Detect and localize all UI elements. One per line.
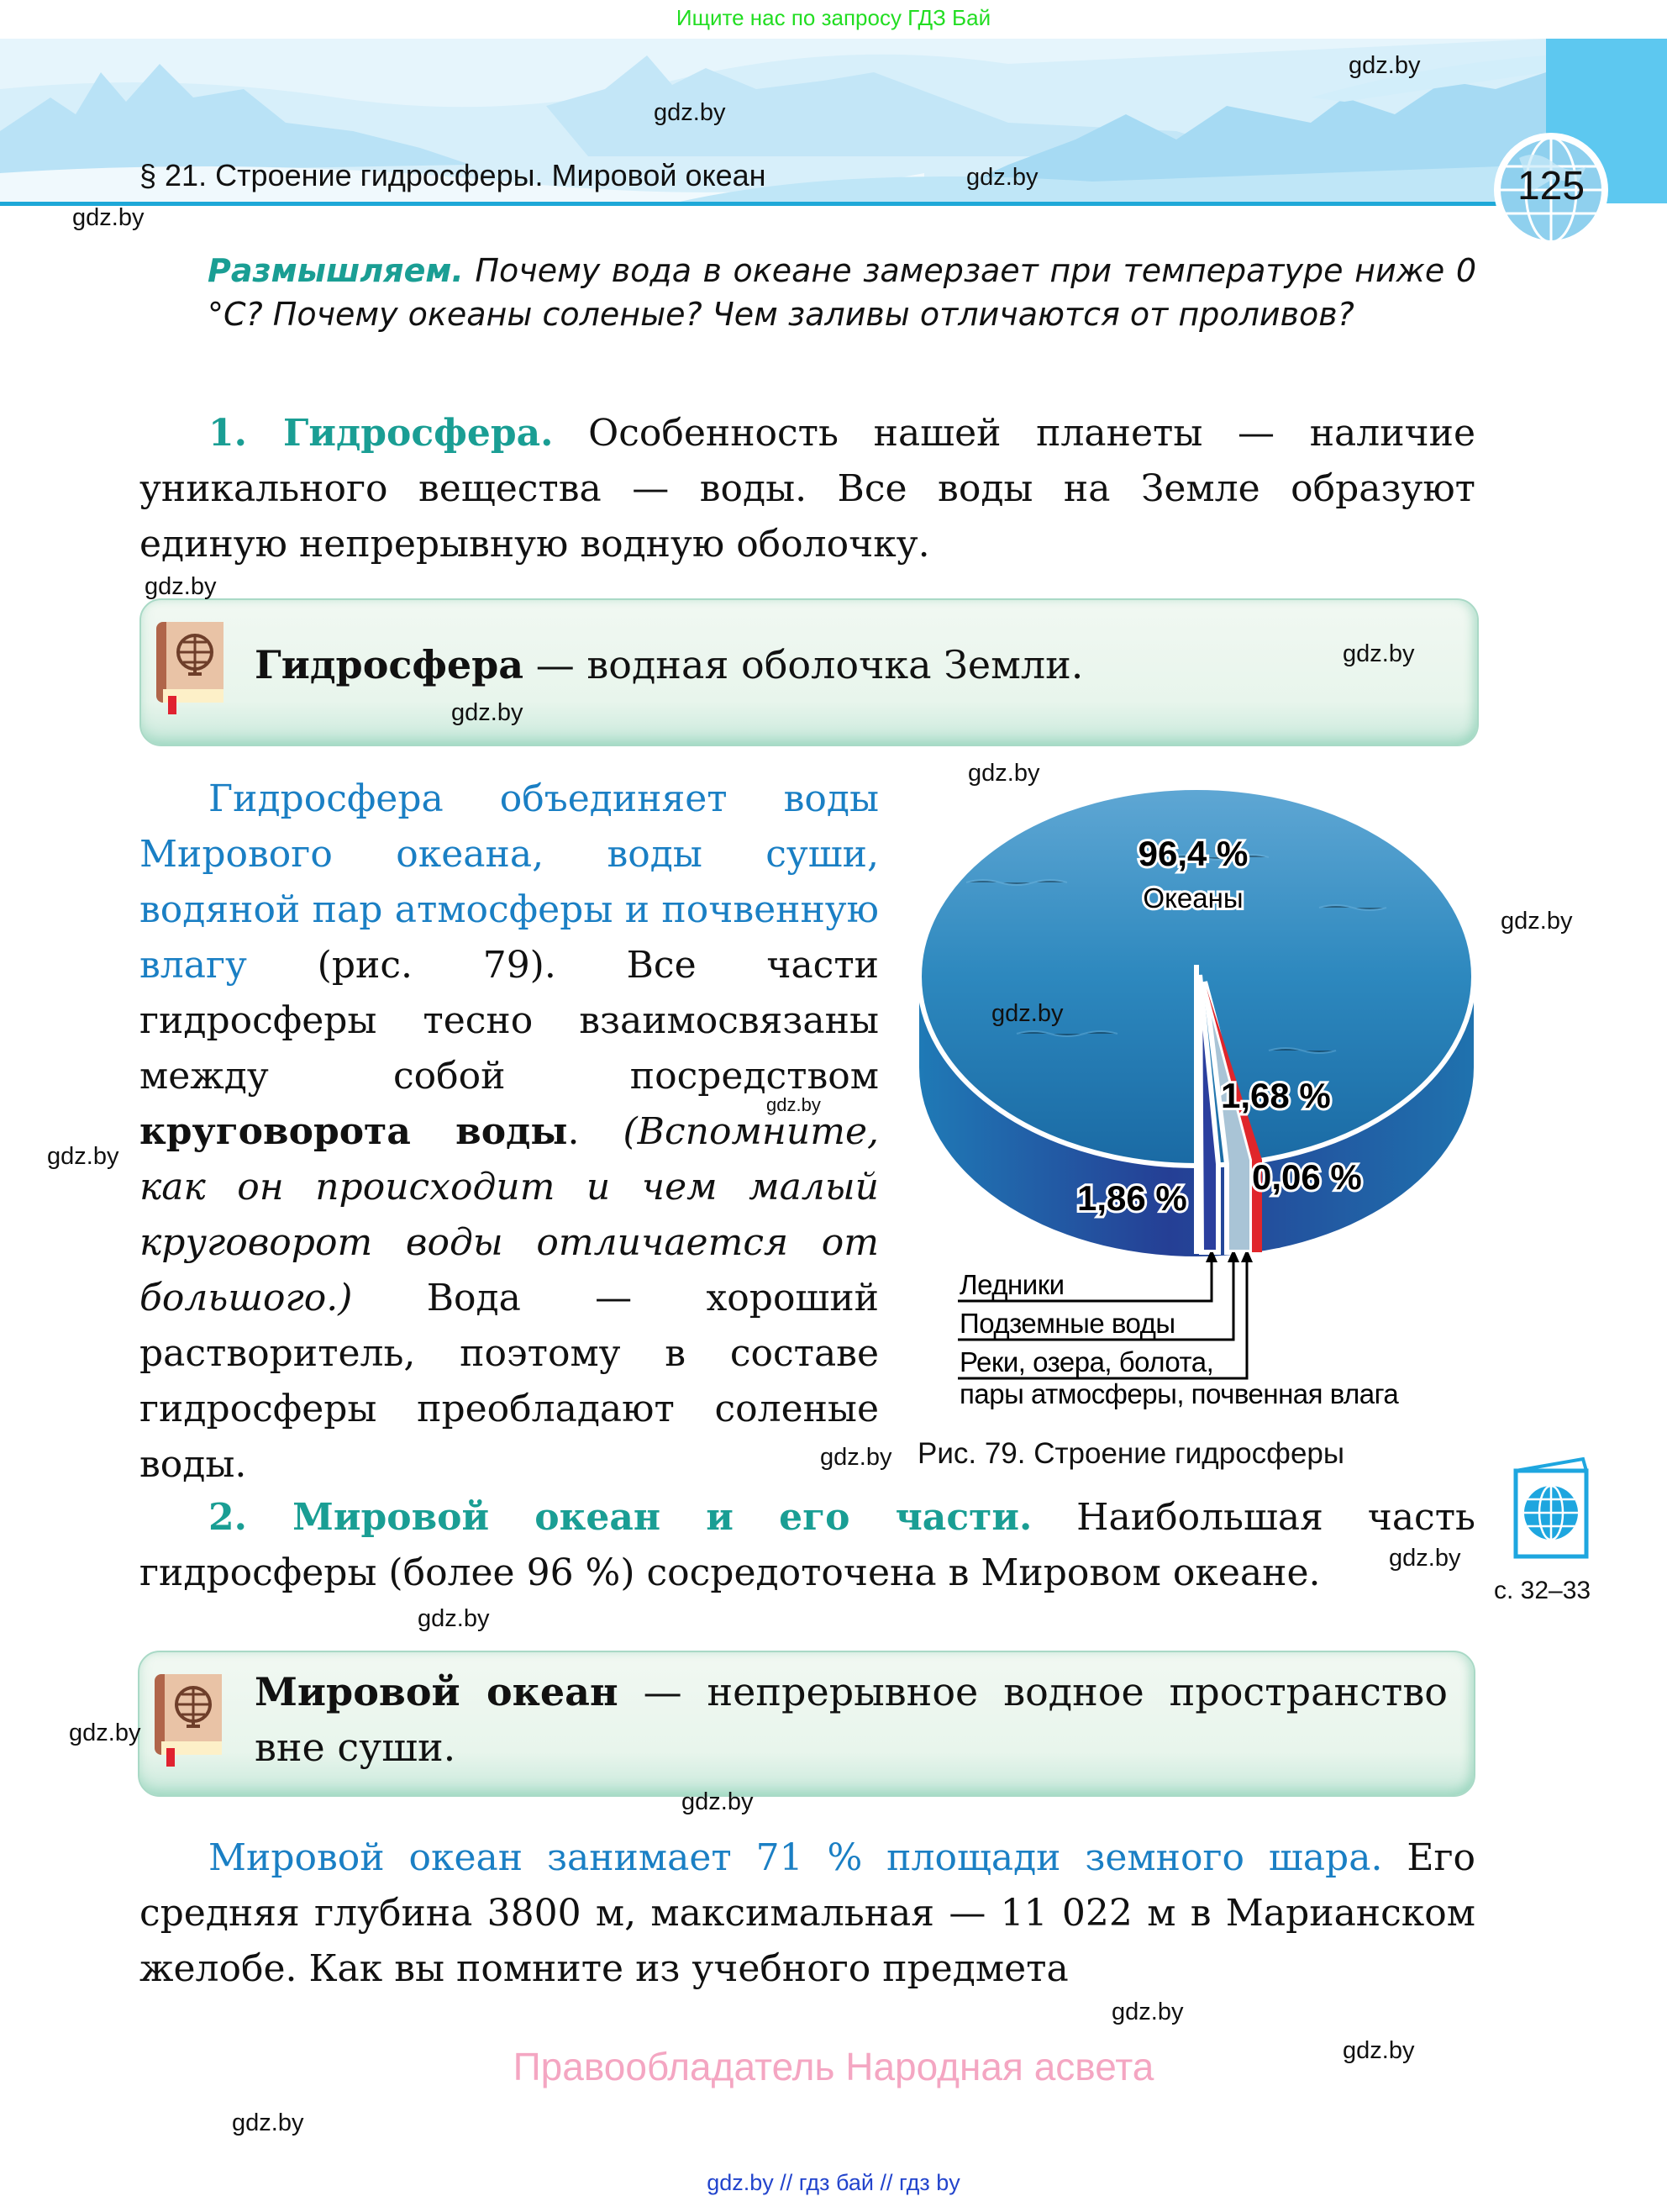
reflection-lead: Размышляем.: [208, 252, 464, 289]
watermark: gdz.by: [968, 760, 1040, 787]
section-1-paragraph: [139, 406, 1475, 572]
watermark: gdz.by: [69, 1720, 141, 1746]
definition-1-text: Гидросфера — водная оболочка Земли.: [255, 642, 1084, 687]
watermark: gdz.by: [1389, 1545, 1461, 1572]
watermark: gdz.by: [1349, 52, 1421, 79]
section-title: § 21. Строение гидросферы. Мировой океан: [139, 158, 766, 192]
watermark: gdz.by: [766, 1094, 821, 1115]
copyright-notice: Правообладатель Народная асвета: [513, 2045, 1154, 2088]
legend-rivers: Реки, озера, болота,: [960, 1346, 1214, 1377]
book-globe-icon: [151, 1671, 225, 1770]
watermark: gdz.by: [681, 1788, 754, 1815]
figure-caption: Рис. 79. Строение гидросферы: [918, 1437, 1345, 1470]
reflection-question: [208, 249, 1476, 336]
watermark: gdz.by: [1343, 640, 1415, 667]
figure-79-legend: [958, 1252, 1479, 1409]
section-2-text: Наибольшая часть гидросферы (более 96 %) сосредоточена в Мировом океане.: [139, 1496, 1475, 1594]
watermark: gdz.by: [820, 1444, 892, 1471]
watermark: gdz.by: [145, 573, 217, 600]
paragraph-ocean-stats: Мировой океан занимает 71 % площади земного шара. Его средняя глубина 3800 м, максимальная — 11 022 м в Марианском желобе. Как вы помните из учебного предмета: [139, 1836, 1475, 1990]
footer-links[interactable]: gdz.by // гдз бай // гдз by: [707, 2170, 960, 2195]
top-search-banner[interactable]: Ищите нас по запросу ГДЗ Бай: [676, 5, 991, 30]
legend-rivers-line2: пары атмосферы, почвенная влага: [960, 1378, 1399, 1409]
definition-2-text: Мировой океан — непрерывное водное пространство вне суши.: [255, 1669, 1448, 1770]
watermark: gdz.by: [72, 204, 145, 231]
page-number: 125: [1517, 164, 1585, 208]
legend-groundwater: Подземные воды: [960, 1308, 1175, 1339]
slice-label-oceans: Океаны: [1143, 882, 1244, 914]
section-1-heading: 1. Гидросфера.: [208, 412, 554, 455]
watermark: gdz.by: [966, 164, 1039, 191]
slice-label-groundwater-value: 1,68 %: [1221, 1076, 1331, 1115]
watermark: gdz.by: [418, 1605, 490, 1632]
definition-box-hydrosphere: [139, 598, 1479, 746]
bold-term: круговорота воды: [139, 1110, 568, 1153]
slice-label-rivers-value: 0,06 %: [1252, 1157, 1362, 1197]
watermark: gdz.by: [47, 1143, 119, 1170]
definition-1-term: Гидросфера: [255, 642, 524, 687]
watermark: gdz.by: [1112, 1999, 1184, 2025]
definition-2-term: Мировой океан: [255, 1669, 618, 1714]
highlight-text: Мировой океан занимает 71 % площади земного шара.: [208, 1836, 1383, 1879]
paragraph-hydrosphere-parts: Гидросфера объединяет воды Мирового океана, воды суши, водяной пар атмосферы и почвенную влагу (рис. 79). Все части гидросферы тесно взаимосвязаны между собой посредством круговорота воды. (Вспомните, как он происходит и чем малый круговорот воды отличается от большого.) Вода — хороший растворитель, поэтому в составе гидросферы преобладают соленые воды.: [139, 777, 879, 1486]
watermark: gdz.by: [451, 699, 523, 726]
italic-note: (Вспомните, как он происходит и чем малый круговорот воды отличается от большого.): [139, 1110, 879, 1319]
watermark: gdz.by: [991, 1000, 1064, 1027]
legend-glaciers: Ледники: [960, 1269, 1065, 1300]
book-globe-icon: [153, 619, 227, 718]
header-divider: [0, 202, 1504, 206]
watermark: gdz.by: [654, 99, 726, 126]
section-2-paragraph: [139, 1490, 1475, 1601]
section-2-heading: 2. Мировой океан и его части.: [208, 1496, 1033, 1539]
slice-label-oceans-value: 96,4 %: [1138, 834, 1249, 873]
definition-box-world-ocean: [138, 1651, 1475, 1797]
atlas-icon[interactable]: [1511, 1454, 1591, 1560]
watermark: gdz.by: [232, 2109, 304, 2136]
section-1-text: Особенность нашей планеты — наличие уникального вещества — воды. Все воды на Земле образуют единую непрерывную водную оболочку.: [139, 412, 1475, 566]
watermark: gdz.by: [1343, 2037, 1415, 2064]
slice-label-glaciers-value: 1,86 %: [1077, 1178, 1187, 1218]
highlight-text: Гидросфера объединяет воды Мирового океана, воды суши, водяной пар атмосферы и почвенную влагу: [139, 777, 879, 987]
watermark: gdz.by: [1501, 908, 1573, 935]
reflection-text: Почему вода в океане замерзает при температуре ниже 0 °C? Почему океаны соленые? Чем заливы отличаются от проливов?: [208, 252, 1476, 333]
atlas-pages-reference: с. 32–33: [1494, 1577, 1591, 1604]
